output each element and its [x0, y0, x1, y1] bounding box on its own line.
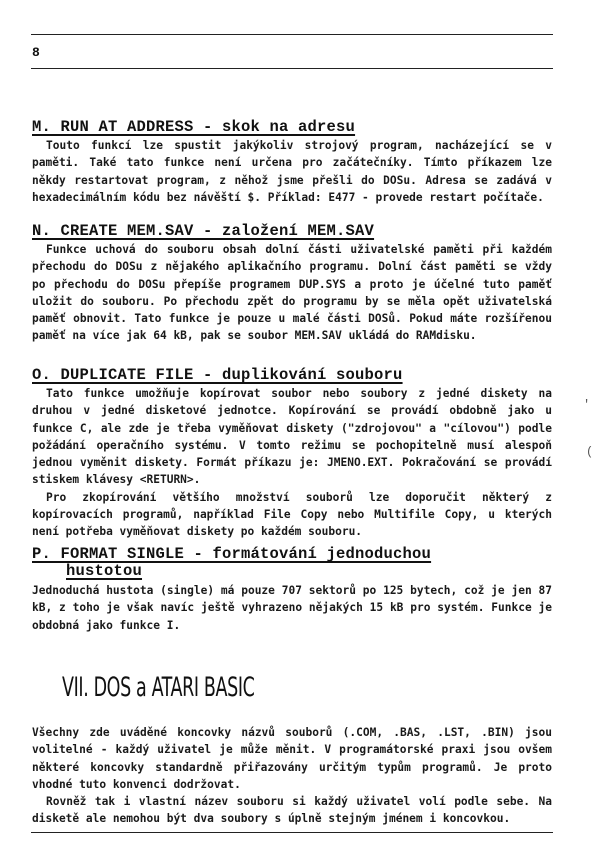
section-body-create-mem-sav [32, 241, 552, 345]
section-title-create-mem-sav: N. CREATE MEM.SAV - založení MEM.SAV [32, 222, 375, 240]
paragraph: Touto funkcí lze spustit jakýkoliv strojový program, nacházející se v paměti. Také tato funkce není určena pro začátečníky. Tímto příkazem lze někdy restartovat program, z něhož jsme přešli do DOSu. Adresa se zadává v hexadecimálním kódu bez návěští $. Příklad: E477 - provede restart počítače. [32, 139, 552, 204]
paragraph: Tato funkce umožňuje kopírovat soubor nebo soubory z jedné diskety na druhou v jedné disketové jednotce. Kopírování se provádí obdobně jako u funkce C, ale zde je třeba vyměňovat diskety ("zdrojovou" a "cílovou") podle požádání operačního systému. V tomto režimu se pochopitelně musí alespoň jednou vyměnit diskety. Formát příkazu je: JMENO.EXT. Pokračování se provádí stiskem klávesy <RETURN>. [32, 387, 552, 487]
section-title-format-single: P. FORMAT SINGLE - formátování jednoduchou [32, 545, 432, 563]
top-rule [31, 34, 553, 35]
scan-mark: ( [586, 445, 594, 459]
section-title-run-at-address: M. RUN AT ADDRESS - skok na adresu [32, 118, 356, 136]
bottom-rule [31, 832, 553, 833]
paragraph: Všechny zde uváděné koncovky názvů souborů (.COM, .BAS, .LST, .BIN) jsou volitelné - každý uživatel je může měnit. V programátorské praxi jsou ovšem některé koncovky standardně přiřazovány určitým typům programů. Je proto vhodné tuto konvenci dodržovat. [32, 726, 552, 791]
section-body-duplicate-file [32, 385, 552, 541]
section-body-run-at-address [32, 137, 552, 206]
section-title-format-single-cont: hustotou [66, 562, 143, 580]
paragraph: Pro zkopírování většího množství souborů lze doporučit některý z kopírovacích programů, například File Copy nebo Multifile Copy, u kterých není potřeba vyměňovat diskety po každém souboru. [32, 490, 552, 539]
scan-mark: ' [583, 398, 591, 412]
chapter-title: VII. DOS a ATARI BASIC [62, 672, 255, 703]
paragraph: Funkce uchová do souboru obsah dolní části uživatelské paměti při každém přechodu do DOSu z nějakého aplikačního programu. Dolní část paměti se vždy po přechodu do DOSu přepíše programem DUP.SYS a proto je účelné tuto paměť uložit do souboru. Po přechodu zpět do programu by se měla opět uživatelská paměť obnovit. Tato funkce je pouze u malé části DOSů. Pokud máte rozšířenou paměť na více jak 64 kB, pak se soubor MEM.SAV ukládá do RAMdisku. [32, 243, 552, 343]
paragraph: Rovněž tak i vlastní název souboru si každý uživatel volí podle sebe. Na disketě ale nemohou být dva soubory s úplně stejným jménem i koncovkou. [32, 795, 552, 826]
page-number: 8 [32, 45, 40, 60]
header-rule [31, 68, 553, 69]
chapter-body [32, 724, 552, 828]
section-body-format-single [32, 582, 552, 634]
section-title-duplicate-file: O. DUPLICATE FILE - duplikování souboru [32, 366, 403, 384]
paragraph: Jednoduchá hustota (single) má pouze 707 sektorů po 125 bytech, což je jen 87 kB, z toho je však navíc ještě vyhrazeno nějakých 15 kB pro systém. Funkce je obdobná jako funkce I. [32, 584, 552, 632]
